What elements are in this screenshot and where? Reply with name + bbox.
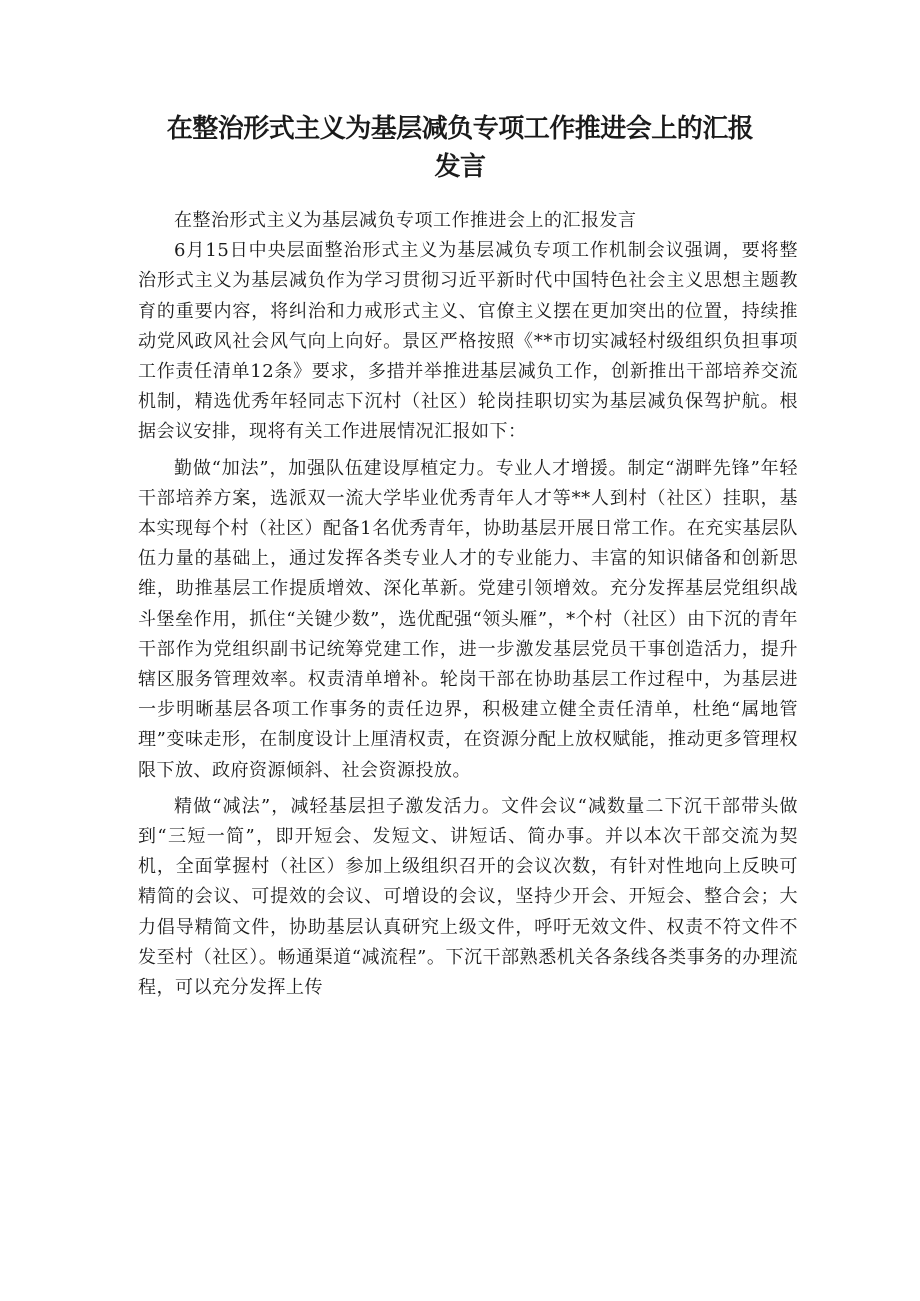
- paragraph-intro: 6月15日中央层面整治形式主义为基层减负专项工作机制会议强调，要将整治形式主义为基层减负作为学习贯彻习近平新时代中国特色社会主义思想主题教育的重要内容，将纠治和力戒形式主义、官僚主义摆在更加突出的位置，持续推动党风政风社会风气向上向好。景区严格按照《**市切实减轻村级组织负担事项工作责任清单12条》要求，多措并举推进基层减负工作，创新推出干部培养交流机制，精选优秀年轻同志下沉村（社区）轮岗挂职切实为基层减负保驾护航。根据会议安排，现将有关工作进展情况汇报如下：: [138, 240, 798, 443]
- paragraph-addition: 勤做“加法”，加强队伍建设厚植定力。专业人才增援。制定“湖畔先锋”年轻干部培养方案，选派双一流大学毕业优秀青年人才等**人到村（社区）挂职，基本实现每个村（社区）配备1名优秀青年，协助基层开展日常工作。在充实基层队伍力量的基础上，通过发挥各类专业人才的专业能力、丰富的知识储备和创新思维，助推基层工作提质增效、深化革新。党建引领增效。充分发挥基层党组织战斗堡垒作用，抓住“关键少数”，选优配强“领头雁”，*个村（社区）由下沉的青年干部作为党组织副书记统筹党建工作，进一步激发基层党员干事创造活力，提升辖区服务管理效率。权责清单增补。轮岗干部在协助基层工作过程中，为基层进一步明晰基层各项工作事务的责任边界，积极建立健全责任清单，杜绝“属地管理”变味走形，在制度设计上厘清权责，在资源分配上放权赋能，推动更多管理权限下放、政府资源倾斜、社会资源投放。: [138, 457, 798, 781]
- title-line-1: 在整治形式主义为基层减负专项工作推进会上的汇报: [166, 114, 754, 144]
- document-body: [138, 206, 798, 1009]
- title-line-2: 发言: [434, 152, 486, 182]
- body-subtitle: 在整治形式主义为基层减负专项工作推进会上的汇报发言: [174, 210, 637, 231]
- document-title: [120, 110, 800, 186]
- paragraph-subtraction: 精做“减法”，减轻基层担子激发活力。文件会议“减数量二下沉干部带头做到“三短一简”，即开短会、发短文、讲短话、简办事。并以本次干部交流为契机，全面掌握村（社区）参加上级组织召开的会议次数，有针对性地向上反映可精简的会议、可提效的会议、可增设的会议，坚持少开会、开短会、整合会；大力倡导精简文件，协助基层认真研究上级文件，呼吁无效文件、权责不符文件不发至村（社区）。畅通渠道“减流程”。下沉干部熟悉机关各条线各类事务的办理流程，可以充分发挥上传: [138, 795, 798, 999]
